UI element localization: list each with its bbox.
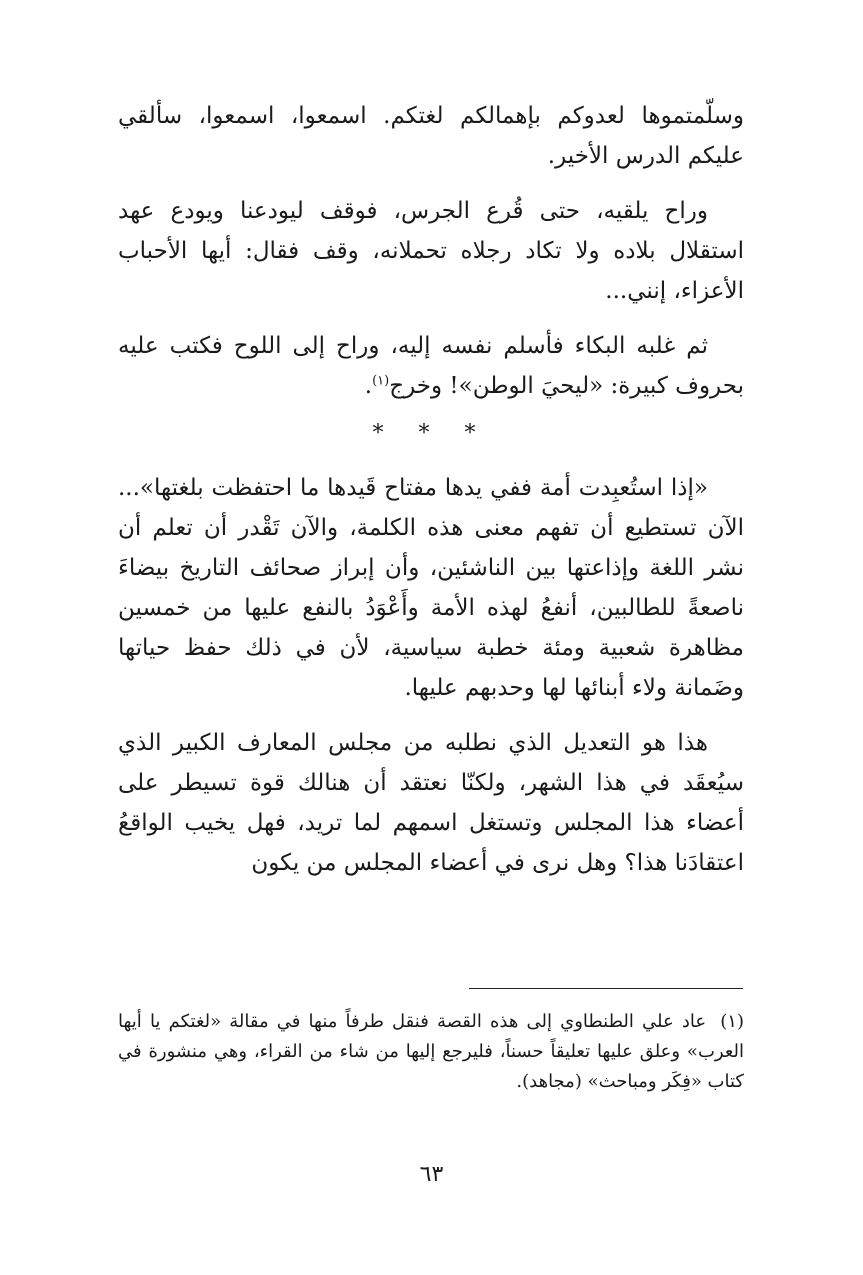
section-separator: * * * (372, 421, 490, 446)
paragraph-5-text: هذا هو التعديل الذي نطلبه من مجلس المعارف الكبير الذي سيُعقَد في هذا الشهر، ولكنّا نعتقد أن هنالك قوة تسيطر على أعضاء هذا المجلس وتستغل اسمهم لما تريد، فهل يخيب الواقعُ اعتقادَنا هذا؟ وهل نرى في أعضاء المجلس من يكون (118, 730, 744, 876)
paragraph-1-text: وسلّمتموها لعدوكم بإهمالكم لغتكم. اسمعوا، اسمعوا، سألقي عليكم الدرس الأخير. (118, 103, 744, 169)
paragraph-3 (118, 326, 744, 406)
paragraph-1 (118, 96, 744, 176)
footnote-number: (١) (720, 1011, 744, 1032)
paragraph-2 (118, 191, 744, 311)
footnote-text: عاد علي الطنطاوي إلى هذه القصة فنقل طرفاً منها في مقالة «لغتكم يا أيها العرب» وعلق عليها تعليقاً حسناً، فليرجع إليها من شاء من القراء، وهي منشورة في كتاب «فِكَر ومباحث» (مجاهد). (118, 1011, 744, 1092)
footnote-reference[interactable]: (١) (372, 373, 390, 389)
paragraph-5 (118, 723, 744, 883)
page-number: ٦٣ (419, 1162, 444, 1187)
paragraph-3-text: ثم غلبه البكاء فأسلم نفسه إليه، وراح إلى اللوح فكتب عليه بحروف كبيرة: «ليحيَ الوطن»! وخرج (118, 333, 744, 399)
paragraph-4 (118, 468, 744, 708)
paragraph-4-text: «إذا استُعبِدت أمة ففي يدها مفتاح قَيدها ما احتفظت بلغتها»... الآن تستطيع أن تفهم معنى هذه الكلمة، والآن تَقْدر أن تعلم أن نشر اللغة وإذاعتها بين الناشئين، وأن إبراز صحائف التاريخ بيضاءَ ناصعةً للطالبين، أنفعُ لهذه الأمة وأَعْوَدُ بالنفع عليها من خمسين مظاهرة شعبية ومئة خطبة سياسية، لأن في ذلك حفظ حياتها وضَمانة ولاء أبنائها لها وحدبهم عليها. (118, 475, 744, 701)
page-body (118, 96, 744, 898)
footnote (118, 1007, 744, 1097)
paragraph-2-text: وراح يلقيه، حتى قُرع الجرس، فوقف ليودعنا ويودع عهد استقلال بلاده ولا تكاد رجلاه تحملانه، وقف فقال: أيها الأحباب الأعزاء، إنني... (118, 198, 744, 304)
paragraph-3-tail: . (364, 373, 373, 399)
footnote-divider (469, 988, 743, 989)
